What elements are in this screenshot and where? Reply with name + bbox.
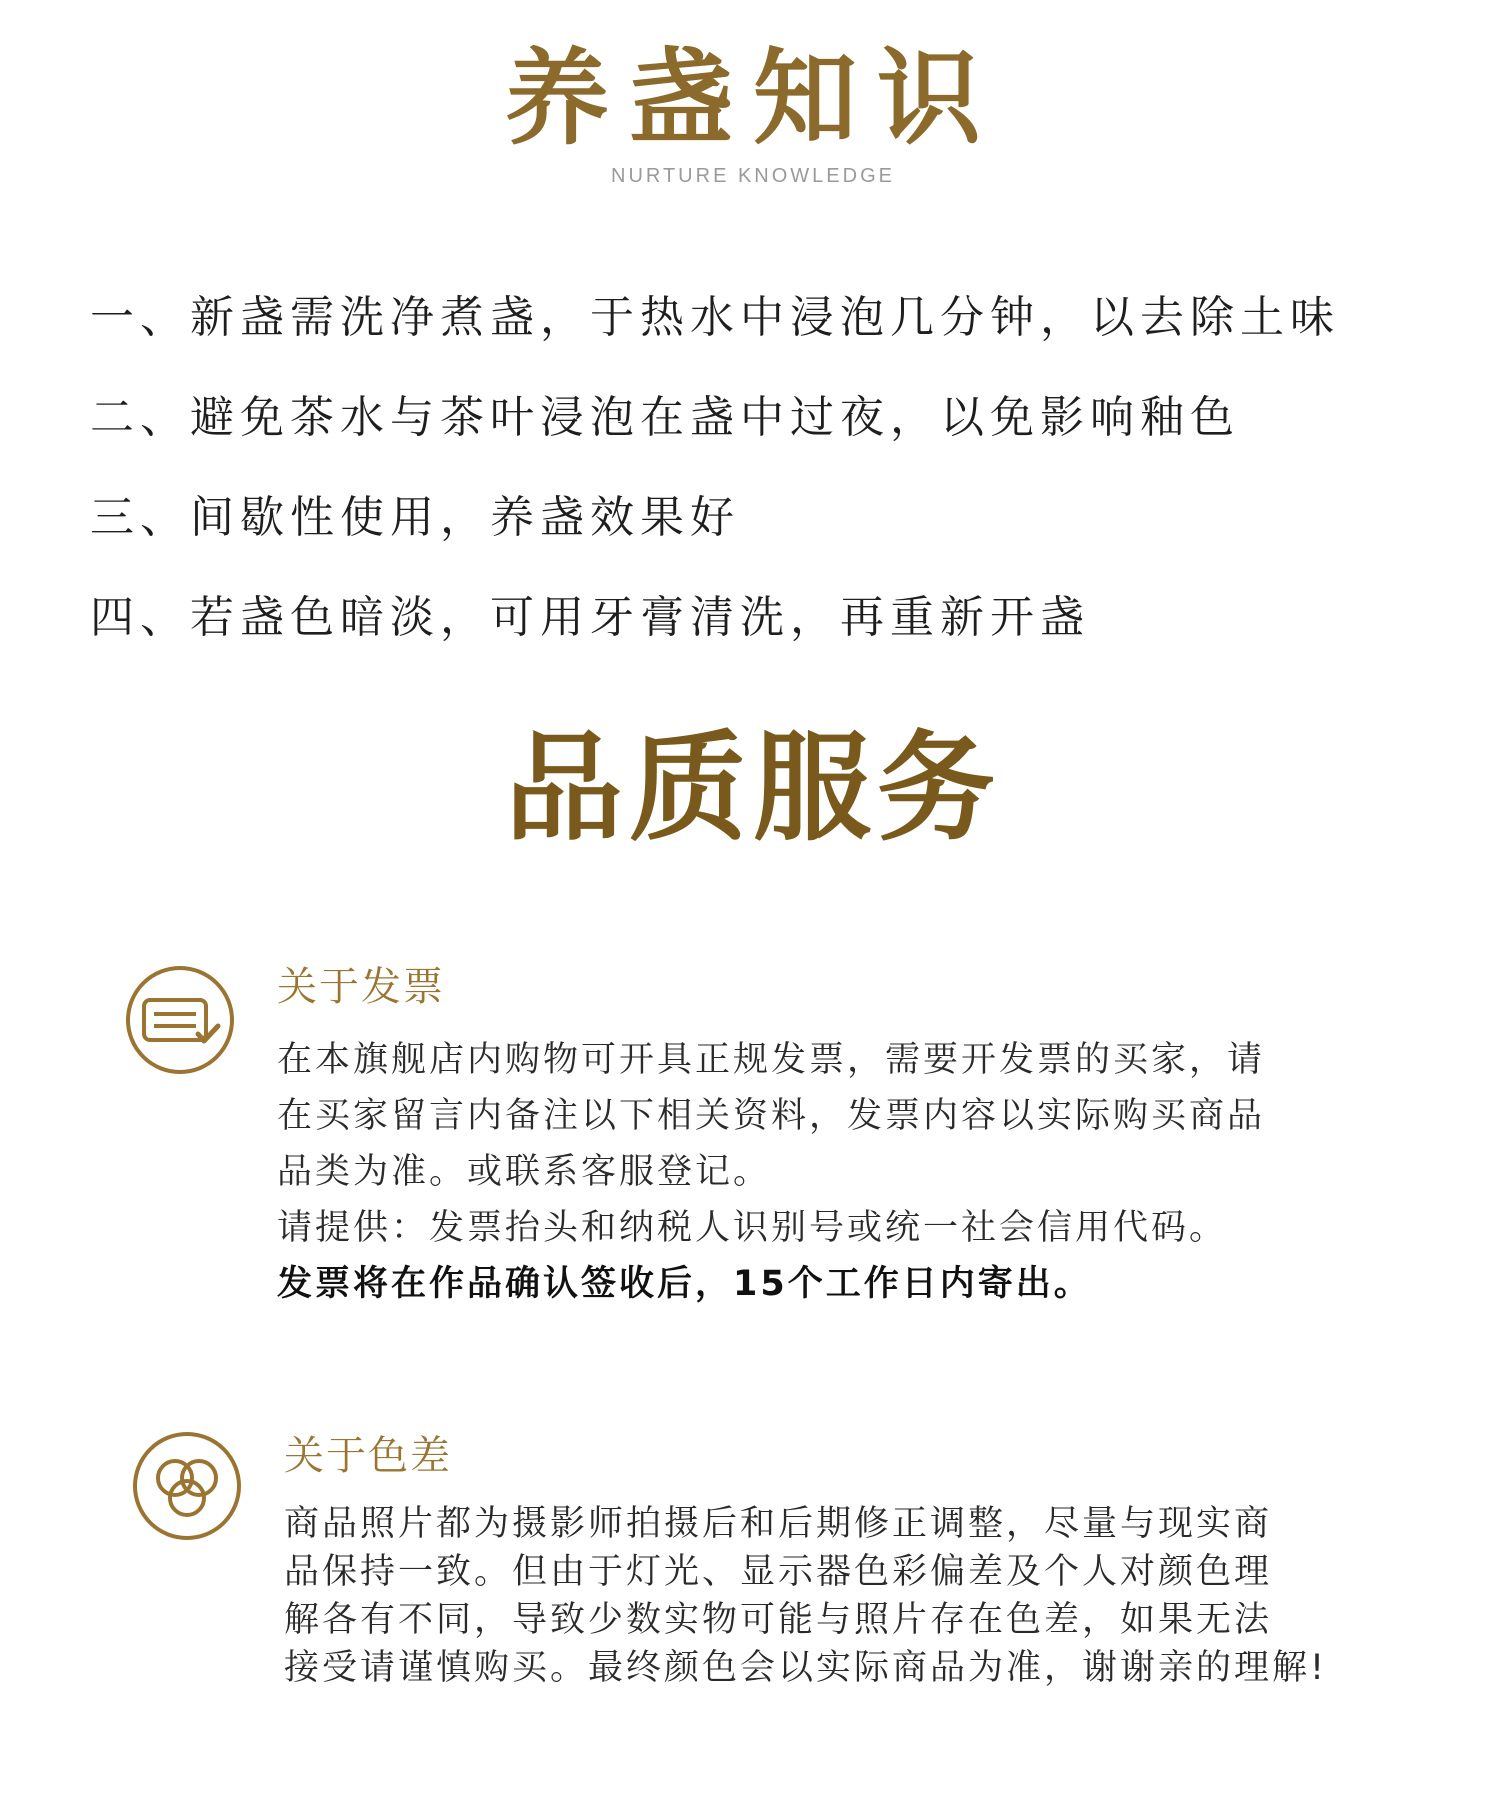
color-difference-line: 品保持一致。但由于灯光、显示器色彩偏差及个人对颜色理	[284, 1552, 1273, 1592]
invoice-line: 在买家留言内备注以下相关资料，发票内容以实际购买商品	[277, 1096, 1266, 1136]
color-difference-line: 接受请谨慎购买。最终颜色会以实际商品为准，谢谢亲的理解!	[284, 1648, 1328, 1688]
care-tips-list	[90, 268, 1340, 668]
overlapping-circles-icon	[131, 1430, 243, 1546]
service-title: 品质服务	[504, 719, 1001, 857]
knowledge-subtitle: NURTURE KNOWLEDGE	[611, 165, 895, 187]
care-tip: 三、间歇性使用，养盏效果好	[90, 492, 740, 543]
care-tip: 一、新盏需洗净煮盏，于热水中浸泡几分钟，以去除土味	[90, 292, 1340, 343]
invoice-line: 品类为准。或联系客服登记。	[277, 1152, 772, 1192]
color-difference-heading: 关于色差	[284, 1433, 452, 1479]
invoice-line: 在本旗舰店内购物可开具正规发票，需要开发票的买家，请	[277, 1040, 1266, 1080]
invoice-card-icon	[124, 964, 236, 1080]
knowledge-title: 养盏知识	[504, 36, 1001, 159]
invoice-line: 请提供：发票抬头和纳税人识别号或统一社会信用代码。	[277, 1208, 1228, 1248]
care-tip: 四、若盏色暗淡，可用牙膏清洗，再重新开盏	[90, 592, 1090, 643]
color-difference-line: 解各有不同，导致少数实物可能与照片存在色差，如果无法	[284, 1600, 1273, 1640]
care-tip: 二、避免茶水与茶叶浸泡在盏中过夜，以免影响釉色	[90, 392, 1240, 443]
color-difference-line: 商品照片都为摄影师拍摄后和后期修正调整，尽量与现实商	[284, 1504, 1273, 1544]
invoice-body	[277, 1032, 1265, 1312]
invoice-note: 发票将在作品确认签收后，15个工作日内寄出。	[277, 1264, 1092, 1304]
invoice-heading: 关于发票	[277, 964, 445, 1010]
color-difference-body	[284, 1500, 1327, 1692]
